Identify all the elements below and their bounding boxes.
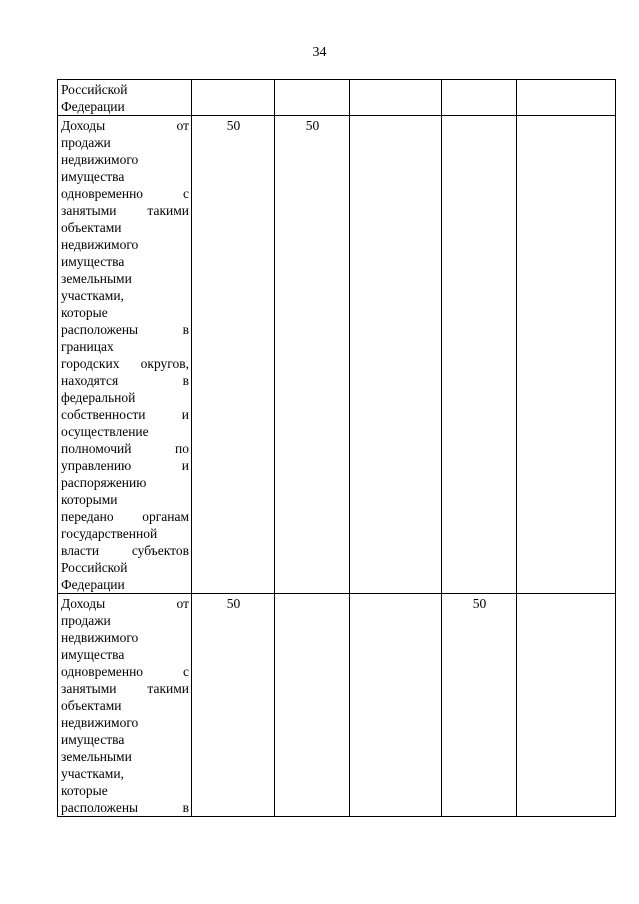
value-cell <box>275 594 350 817</box>
description-line: границах <box>61 339 114 354</box>
description-line: недвижимого <box>61 715 139 730</box>
page-number: 34 <box>312 45 327 60</box>
description-line: которые <box>61 305 108 320</box>
value-cell <box>350 80 442 116</box>
value-cell <box>275 80 350 116</box>
income-description-cell <box>58 594 192 817</box>
description-line: имущества <box>61 169 125 184</box>
description-line: недвижимого <box>61 152 139 167</box>
table-row <box>58 80 616 116</box>
table-body <box>58 80 616 817</box>
table-row <box>58 594 616 817</box>
value-cell <box>350 594 442 817</box>
description-line: расположены в <box>61 800 189 815</box>
description-line: находятся в <box>61 373 189 388</box>
income-description-cell <box>58 116 192 594</box>
value-cell <box>517 594 616 817</box>
description-line: продажи <box>61 613 111 628</box>
description-line: участками, <box>61 766 124 781</box>
budget-table <box>57 79 616 817</box>
description-line: федеральной <box>61 390 136 405</box>
description-line: занятыми такими <box>61 203 189 218</box>
description-line: имущества <box>61 254 125 269</box>
description-line: объектами <box>61 698 122 713</box>
value-cell <box>192 80 275 116</box>
description-line: городских округов, <box>61 356 189 371</box>
description-line: имущества <box>61 732 125 747</box>
description-line: недвижимого <box>61 630 139 645</box>
description-line: полномочий по <box>61 441 189 456</box>
description-line: одновременно с <box>61 664 189 679</box>
value-cell <box>517 80 616 116</box>
description-line: управлению и <box>61 458 189 473</box>
value-cell: 50 <box>192 116 275 594</box>
description-line: собственности и <box>61 407 189 422</box>
description-line: которые <box>61 783 108 798</box>
description-line: которыми <box>61 492 118 507</box>
value-cell: 50 <box>192 594 275 817</box>
value-cell <box>517 116 616 594</box>
description-line: одновременно с <box>61 186 189 201</box>
table-row <box>58 116 616 594</box>
description-line: Федерации <box>61 577 125 592</box>
income-description-cell <box>58 80 192 116</box>
description-line: земельными <box>61 749 132 764</box>
description-line: государственной <box>61 526 158 541</box>
description-line: объектами <box>61 220 122 235</box>
description-line: имущества <box>61 647 125 662</box>
description-line: Федерации <box>61 99 125 114</box>
value-cell: 50 <box>442 594 517 817</box>
description-line: земельными <box>61 271 132 286</box>
description-line: распоряжению <box>61 475 147 490</box>
description-line: власти субъектов <box>61 543 189 558</box>
value-cell <box>350 116 442 594</box>
description-line: расположены в <box>61 322 189 337</box>
description-line: продажи <box>61 135 111 150</box>
description-line: Доходы от <box>61 118 189 133</box>
description-line: осуществление <box>61 424 149 439</box>
value-cell: 50 <box>275 116 350 594</box>
description-line: Доходы от <box>61 596 189 611</box>
description-line: Российской <box>61 82 128 97</box>
value-cell <box>442 80 517 116</box>
description-line: занятыми такими <box>61 681 189 696</box>
value-cell <box>442 116 517 594</box>
description-line: передано органам <box>61 509 189 524</box>
description-line: участками, <box>61 288 124 303</box>
description-line: недвижимого <box>61 237 139 252</box>
description-line: Российской <box>61 560 128 575</box>
